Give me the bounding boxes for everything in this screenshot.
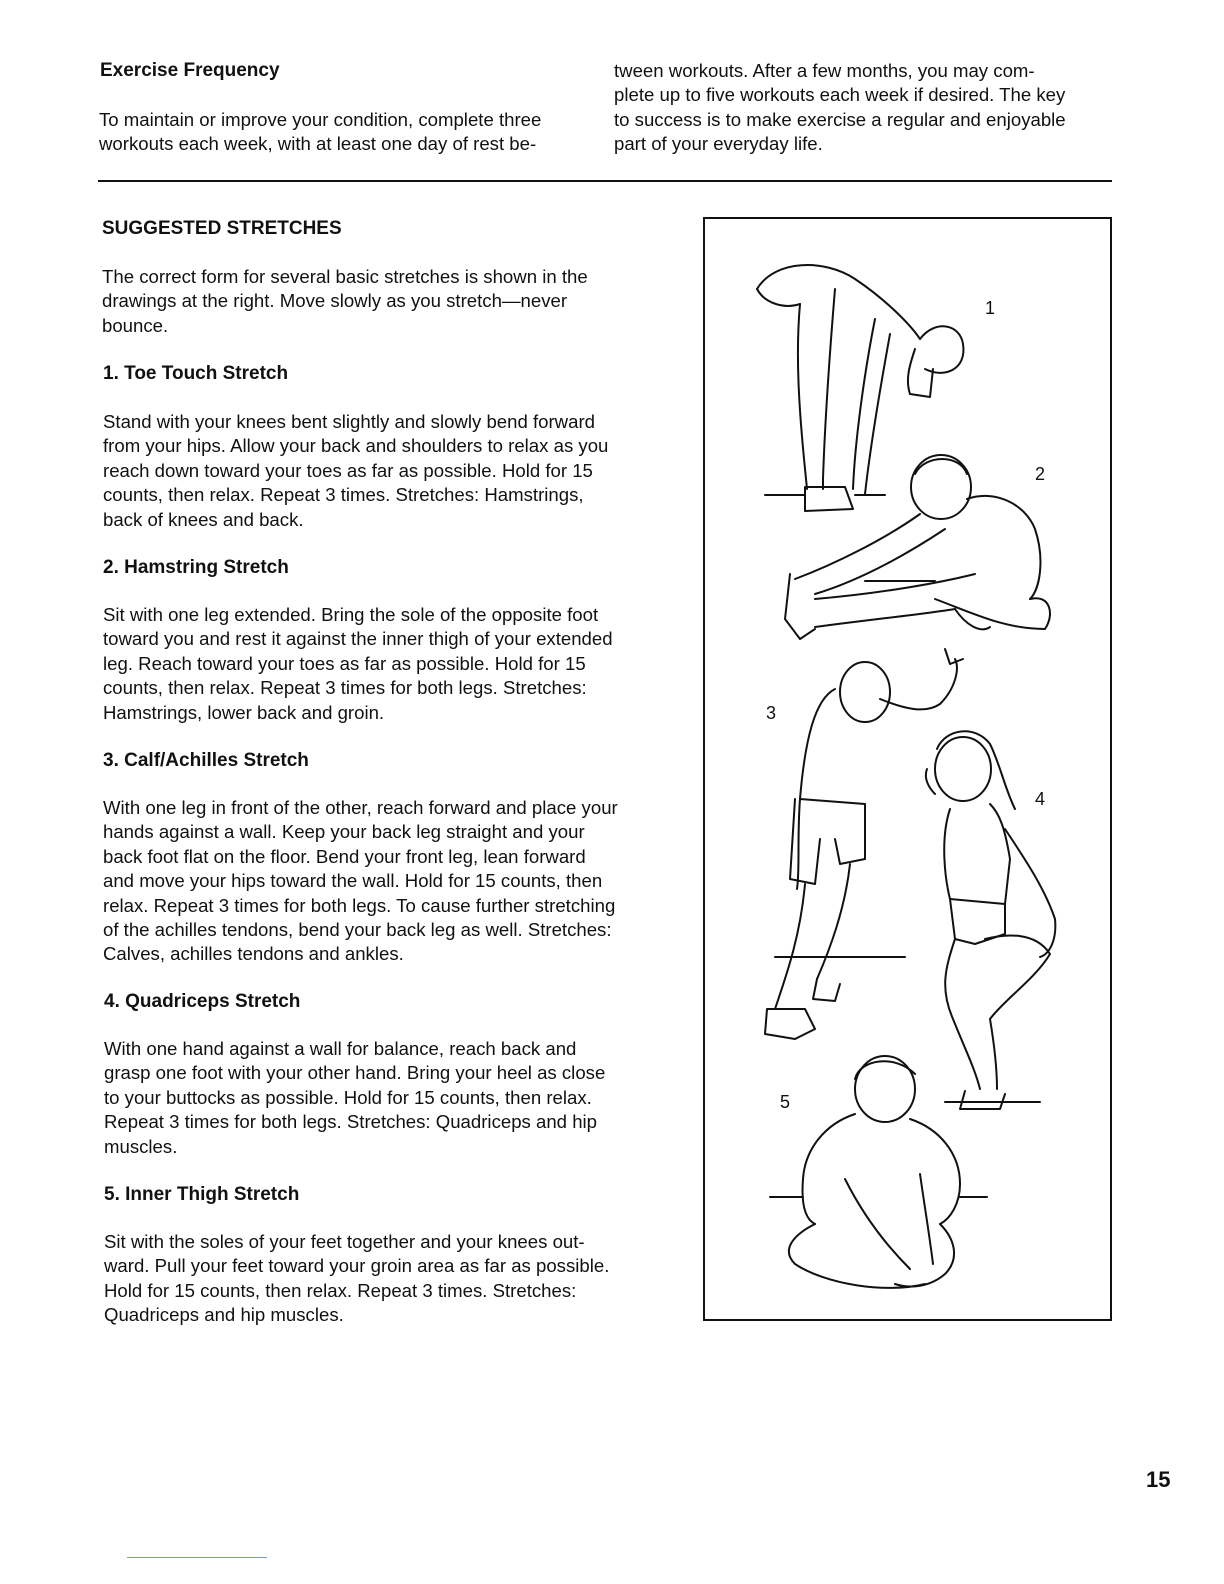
inner-thigh-body <box>104 1230 684 1328</box>
calf-achilles-body <box>103 796 693 967</box>
quadriceps-body <box>104 1037 684 1159</box>
text-line: Calves, achilles tendons and ankles. <box>103 943 404 965</box>
inner-thigh-figure <box>770 1056 987 1288</box>
calf-achilles-title: 3. Calf/Achilles Stretch <box>103 750 309 771</box>
text-line: Sit with the soles of your feet together and your knees out- <box>104 1231 585 1252</box>
text-line: leg. Reach toward your toes as far as possible. Hold for 15 <box>103 652 586 674</box>
toe-touch-body <box>103 410 683 532</box>
figure-number-5: 5 <box>780 1092 791 1112</box>
text-line: workouts each week, with at least one day of rest be- <box>99 133 537 155</box>
toe-touch-title: 1. Toe Touch Stretch <box>103 363 289 384</box>
footer-underline <box>127 1557 267 1558</box>
stretch-illustrations-panel <box>703 217 1112 1321</box>
text-line: counts, then relax. Repeat 3 times. Stretches: Hamstrings, <box>103 484 584 506</box>
text-line: and move your hips toward the wall. Hold for 15 counts, then <box>103 870 603 892</box>
text-line: With one leg in front of the other, reach forward and place your <box>103 797 618 818</box>
section-divider <box>98 180 1112 182</box>
stretches-intro <box>102 265 682 338</box>
text-line: Quadriceps and hip muscles. <box>104 1304 344 1326</box>
hamstring-title: 2. Hamstring Stretch <box>103 557 289 578</box>
text-line: plete up to five workouts each week if desired. The key <box>614 84 1066 106</box>
text-line: To maintain or improve your condition, complete three <box>99 109 542 130</box>
quadriceps-title: 4. Quadriceps Stretch <box>104 991 301 1012</box>
exercise-frequency-heading: Exercise Frequency <box>100 60 280 81</box>
text-line: reach down toward your toes as far as possible. Hold for 15 <box>103 459 593 481</box>
text-line: Hamstrings, lower back and groin. <box>103 701 385 723</box>
toe-touch-figure <box>757 265 963 511</box>
text-line: part of your everyday life. <box>614 133 823 155</box>
text-line: grasp one foot with your other hand. Bring your heel as close <box>104 1062 606 1084</box>
text-line: from your hips. Allow your back and shoulders to relax as you <box>103 435 609 457</box>
page-number: 15 <box>1146 1467 1171 1492</box>
quadriceps-figure <box>926 731 1056 1109</box>
exercise-frequency-col2 <box>614 59 1124 157</box>
hamstring-figure <box>785 455 1050 639</box>
text-line: hands against a wall. Keep your back leg straight and your <box>103 821 585 843</box>
text-line: counts, then relax. Repeat 3 times for both legs. Stretches: <box>103 677 587 699</box>
text-line: toward you and rest it against the inner thigh of your extended <box>103 628 613 650</box>
figure-number-1: 1 <box>985 298 996 318</box>
stretch-illustrations <box>705 219 1110 1319</box>
text-line: Sit with one leg extended. Bring the sole of the opposite foot <box>103 604 599 625</box>
text-line: Repeat 3 times for both legs. Stretches: Quadriceps and hip <box>104 1111 598 1133</box>
exercise-frequency-col1 <box>99 108 599 157</box>
text-line: relax. Repeat 3 times for both legs. To cause further stretching <box>103 894 616 916</box>
text-line: drawings at the right. Move slowly as you stretch—never <box>102 290 568 312</box>
text-line: The correct form for several basic stretches is shown in the <box>102 266 588 287</box>
text-line: tween workouts. After a few months, you may com- <box>614 60 1035 81</box>
hamstring-body <box>103 603 683 725</box>
text-line: to success is to make exercise a regular and enjoyable <box>614 108 1066 130</box>
text-line: back of knees and back. <box>103 508 304 530</box>
figure-number-4: 4 <box>1035 789 1046 809</box>
text-line: ward. Pull your feet toward your groin area as far as possible. <box>104 1255 610 1277</box>
suggested-stretches-heading: SUGGESTED STRETCHES <box>102 218 342 239</box>
inner-thigh-title: 5. Inner Thigh Stretch <box>104 1184 300 1205</box>
text-line: With one hand against a wall for balance, reach back and <box>104 1038 577 1059</box>
text-line: to your buttocks as possible. Hold for 15 counts, then relax. <box>104 1086 592 1108</box>
figure-number-2: 2 <box>1035 464 1046 484</box>
text-line: bounce. <box>102 314 169 336</box>
text-line: of the achilles tendons, bend your back leg as well. Stretches: <box>103 919 612 941</box>
text-line: back foot flat on the floor. Bend your front leg, lean forward <box>103 845 586 867</box>
text-line: Hold for 15 counts, then relax. Repeat 3 times. Stretches: <box>104 1279 577 1301</box>
calf-achilles-figure <box>765 649 963 1039</box>
text-line: Stand with your knees bent slightly and slowly bend forward <box>103 411 595 432</box>
text-line: muscles. <box>104 1135 178 1157</box>
figure-number-3: 3 <box>766 703 777 723</box>
